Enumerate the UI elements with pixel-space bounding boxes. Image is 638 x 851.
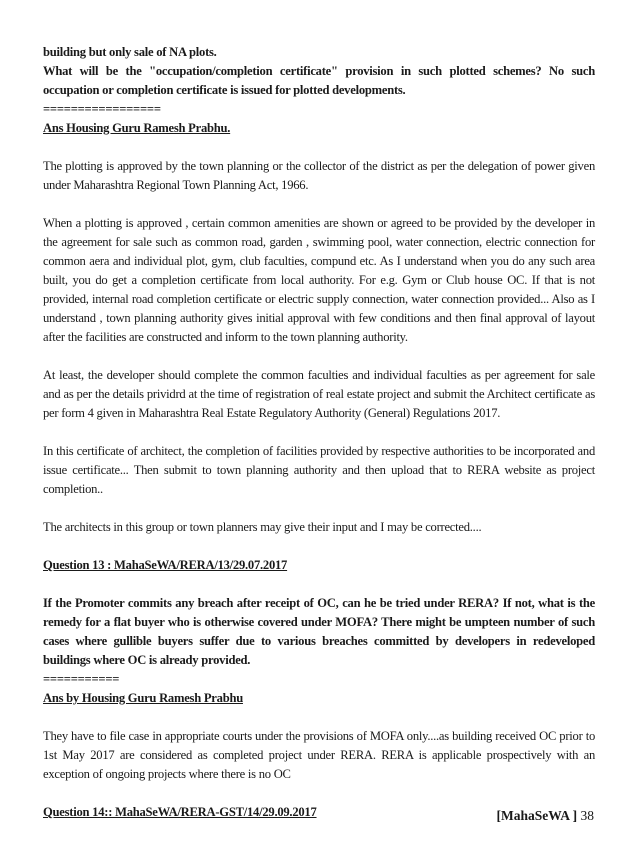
page-number: 38 (580, 808, 594, 823)
separator-line: ================= (43, 102, 161, 116)
answer-paragraph-4: In this certificate of architect, the completion of facilities provided by respective authorities to be incorporated and issue certificate... Then submit to town planning authority and then upload that to RERA website as project completion.. (43, 444, 595, 496)
answer-13-text: They have to file case in appropriate courts under the provisions of MOFA only....as building received OC prior to 1st May 2017 are considered as completed project under RERA. RERA is applicable prospectively with an exception of ongoing projects where there is no OC (43, 729, 595, 781)
answer-paragraph-2: When a plotting is approved , certain common amenities are shown or agreed to be provided by the developer in the agreement for sale such as common road, garden , swimming pool, water connection, electric connection for common aera and individual plot, gym, club faculties, compund etc. As I understand when you do any such area built, you do get a completion certificate from local authority. For e.g. Gym or Club house OC. If that is not provided, internal road completion certificate or electric supply connection, water connection provided... Also as I understand , town planning authority gives initial approval with few conditions and then final approval of layout after the facilities are constructed and inform to the town planning authority. (43, 216, 595, 344)
answer-heading: Ans Housing Guru Ramesh Prabhu. (43, 121, 231, 135)
answer-paragraph-1: The plotting is approved by the town planning or the collector of the district as per the delegation of power given under Maharashtra Regional Town Planning Act, 1966. (43, 159, 595, 192)
answer-13-heading: Ans by Housing Guru Ramesh Prabhu (43, 691, 243, 705)
question-13-text: If the Promoter commits any breach after receipt of OC, can he be tried under RERA? If not, what is the remedy for a flat buyer who is otherwise covered under MOFA? There might be umpteen number of such cases where gullible buyers suffer due to various breaches committed by developers in redeveloped buildings where OC is already provided. (43, 596, 595, 667)
answer-paragraph-3: At least, the developer should complete the common faculties and individual faculties as per agreement for sale and as per the details prividrd at the time of registration of real estate project and submit the Architect certificate as per form 4 given in Maharashtra Real Estate Regulatory Authority (General) Regulations 2017. (43, 368, 595, 420)
footer-brand: [MahaSeWA ] (496, 808, 578, 823)
intro-continuation: building but only sale of NA plots. (43, 45, 217, 59)
page-footer (497, 808, 595, 824)
separator-line: =========== (43, 672, 120, 686)
question-14-heading: Question 14:: MahaSeWA/RERA-GST/14/29.09.2017 (43, 805, 317, 819)
question-13-heading: Question 13 : MahaSeWA/RERA/13/29.07.2017 (43, 558, 288, 572)
question-text: What will be the "occupation/completion certificate" provision in such plotted schemes? No such occupation or completion certificate is issued for plotted developments. (43, 64, 595, 97)
document-page (43, 43, 595, 822)
answer-paragraph-5: The architects in this group or town planners may give their input and I may be corrected.... (43, 520, 482, 534)
